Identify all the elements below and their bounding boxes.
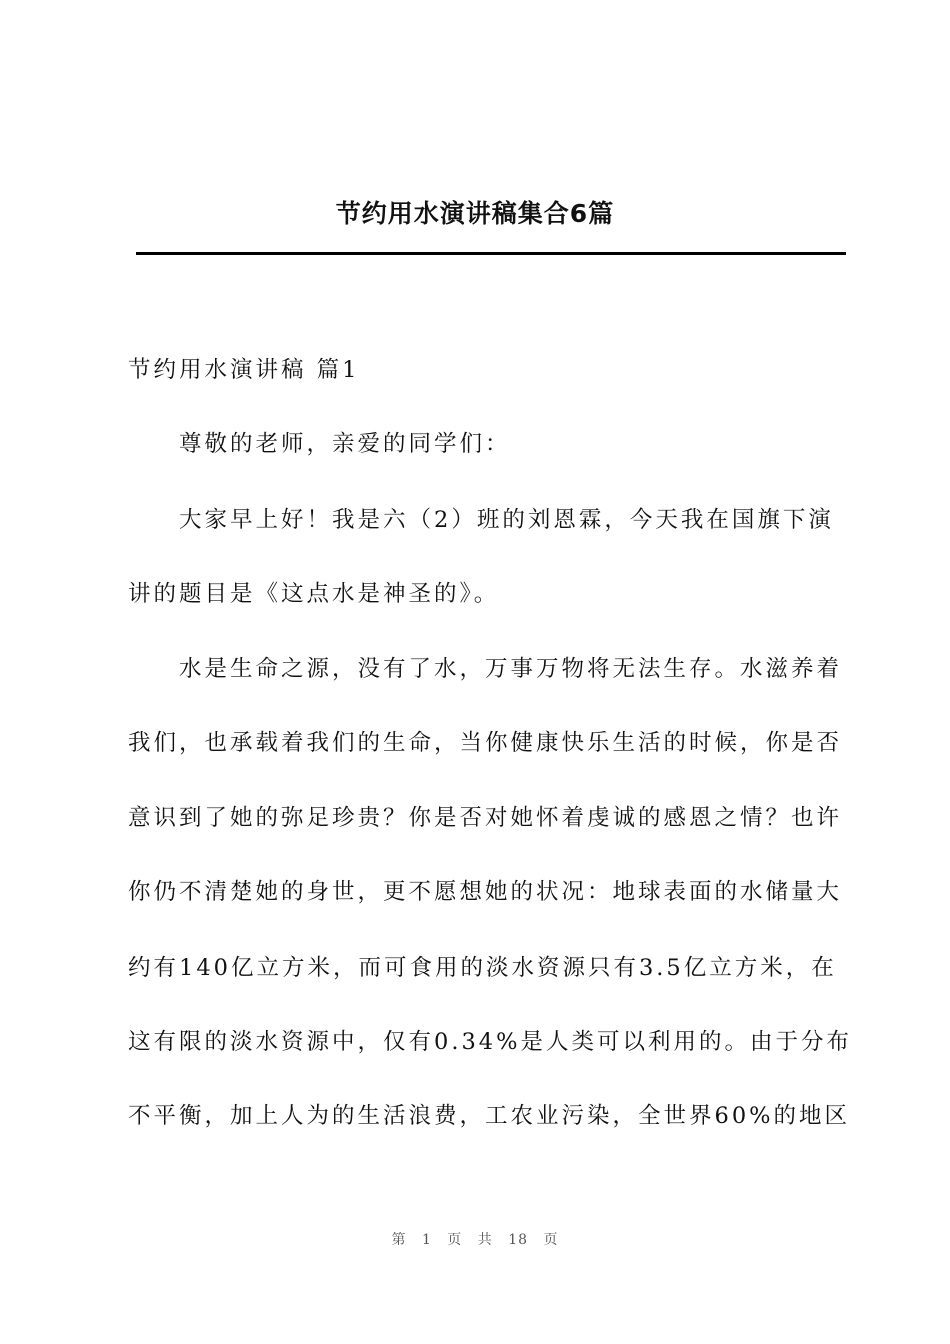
title-divider (136, 252, 846, 255)
section-heading: 节约用水演讲稿 篇1 (128, 357, 360, 383)
body-line: 我们，也承载着我们的生命，当你健康快乐生活的时候，你是否 (128, 730, 843, 756)
body-line: 大家早上好！我是六（2）班的刘恩霖，今天我在国旗下演 (179, 507, 834, 533)
body-line: 约有140亿立方米，而可食用的淡水资源只有3.5亿立方米，在 (128, 955, 837, 981)
body-line: 这有限的淡水资源中，仅有0.34%是人类可以利用的。由于分布 (128, 1029, 852, 1055)
body-line: 你仍不清楚她的身世，更不愿想她的状况：地球表面的水储量大 (128, 879, 843, 905)
page-number-footer: 第 1 页 共 18 页 (391, 1232, 559, 1248)
body-line: 讲的题目是《这点水是神圣的》。 (128, 581, 500, 607)
body-line: 意识到了她的弥足珍贵？你是否对她怀着虔诚的感恩之情？也许 (128, 805, 843, 831)
body-line: 不平衡，加上人为的生活浪费，工农业污染，全世界60%的地区 (128, 1103, 851, 1129)
body-line: 水是生命之源，没有了水，万事万物将无法生存。水滋养着 (179, 656, 843, 682)
document-title: 节约用水演讲稿集合6篇 (335, 199, 615, 228)
salutation: 尊敬的老师，亲爱的同学们： (179, 431, 511, 457)
